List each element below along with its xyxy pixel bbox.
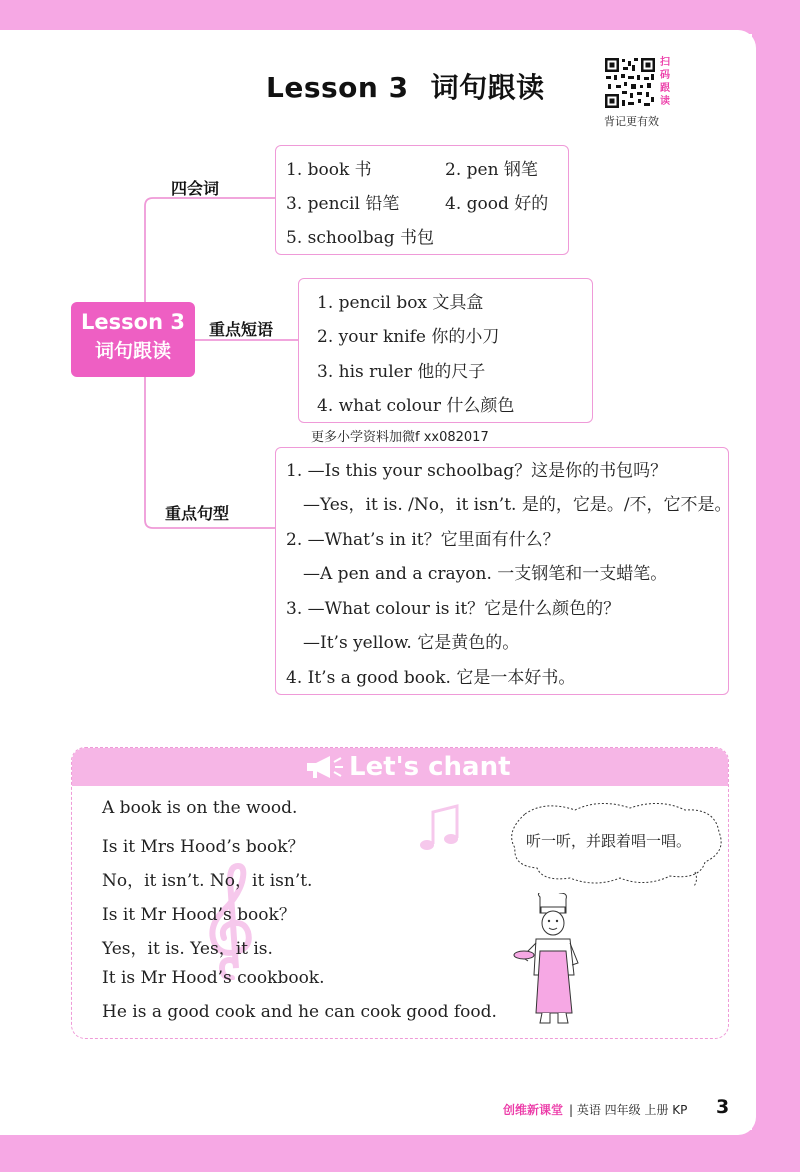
chant-line: Is it Mrs Hood’s book？ [102,837,305,857]
phrase-item: 2. your knife 你的小刀 [317,327,500,347]
center-title-en: Lesson 3 [81,310,185,334]
chant-line: A book is on the wood. [102,798,298,818]
bubble-text: 听一听，并跟着唱一唱。 [526,832,692,850]
chant-title: Let's chant [349,752,511,782]
chant-line: He is a good cook and he can cook good food. [102,1002,497,1022]
chef-illustration-icon [512,893,592,1028]
chant-line: It is Mr Hood’s cookbook. [102,968,325,988]
word-item: 2. pen 钢笔 [445,160,538,180]
qr-side-char: 跟 [660,83,670,94]
word-item: 3. pencil 铅笔 [286,194,400,214]
sentence-item: 1. —Is this your schoolbag？这是你的书包吗？ [286,461,668,481]
chant-line: No，it isn’t. No，it isn’t. [102,871,313,891]
branch-label-phrases: 重点短语 [209,320,274,339]
megaphone-icon [304,754,344,780]
footer-info-text: 英语 四年级 上册 KP [576,1103,688,1117]
sentence-item: —A pen and a crayon. 一支钢笔和一支蜡笔。 [303,564,668,584]
title-chinese: 词句跟读 [430,71,545,104]
chant-panel [71,747,729,1039]
word-item: 4. good 好的 [445,194,549,214]
title-english: Lesson 3 [266,71,409,104]
phrase-item: 3. his ruler 他的尺子 [317,362,486,382]
word-item: 5. schoolbag 书包 [286,228,435,248]
phrase-item: 4. what colour 什么颜色 [317,396,515,416]
chant-line: Yes，it is. Yes，it is. [102,939,273,959]
wechat-note: 更多小学资料加微f xx082017 [311,430,489,445]
chant-line: Is it Mr Hood’s book？ [102,905,296,925]
footer-brand: 创维新课堂 [503,1103,564,1117]
qr-side-char: 码 [660,70,670,81]
qr-side-char: 读 [660,96,670,107]
sentence-item: 2. —What’s in it？它里面有什么？ [286,530,560,550]
phrase-item: 1. pencil box 文具盒 [317,293,484,313]
sentence-item: —Yes，it is. /No，it isn’t. 是的，它是。/不，它不是。 [303,495,732,515]
page-number: 3 [716,1096,730,1118]
sentence-item: 3. —What colour is it？它是什么颜色的？ [286,599,621,619]
branch-label-sentences: 重点句型 [165,504,230,523]
center-title-cn: 词句跟读 [94,340,171,362]
qr-side-char: 扫 [660,57,670,68]
sentence-item: 4. It’s a good book. 它是一本好书。 [286,668,576,688]
music-note-icon [417,800,462,855]
word-item: 1. book 书 [286,160,372,180]
footer-info: | 英语 四年级 上册 KP [569,1103,688,1117]
mindmap-center-node [71,302,195,377]
sentence-item: —It’s yellow. 它是黄色的。 [303,633,520,653]
branch-label-words: 四会词 [171,179,220,198]
qr-caption: 背记更有效 [604,115,659,128]
